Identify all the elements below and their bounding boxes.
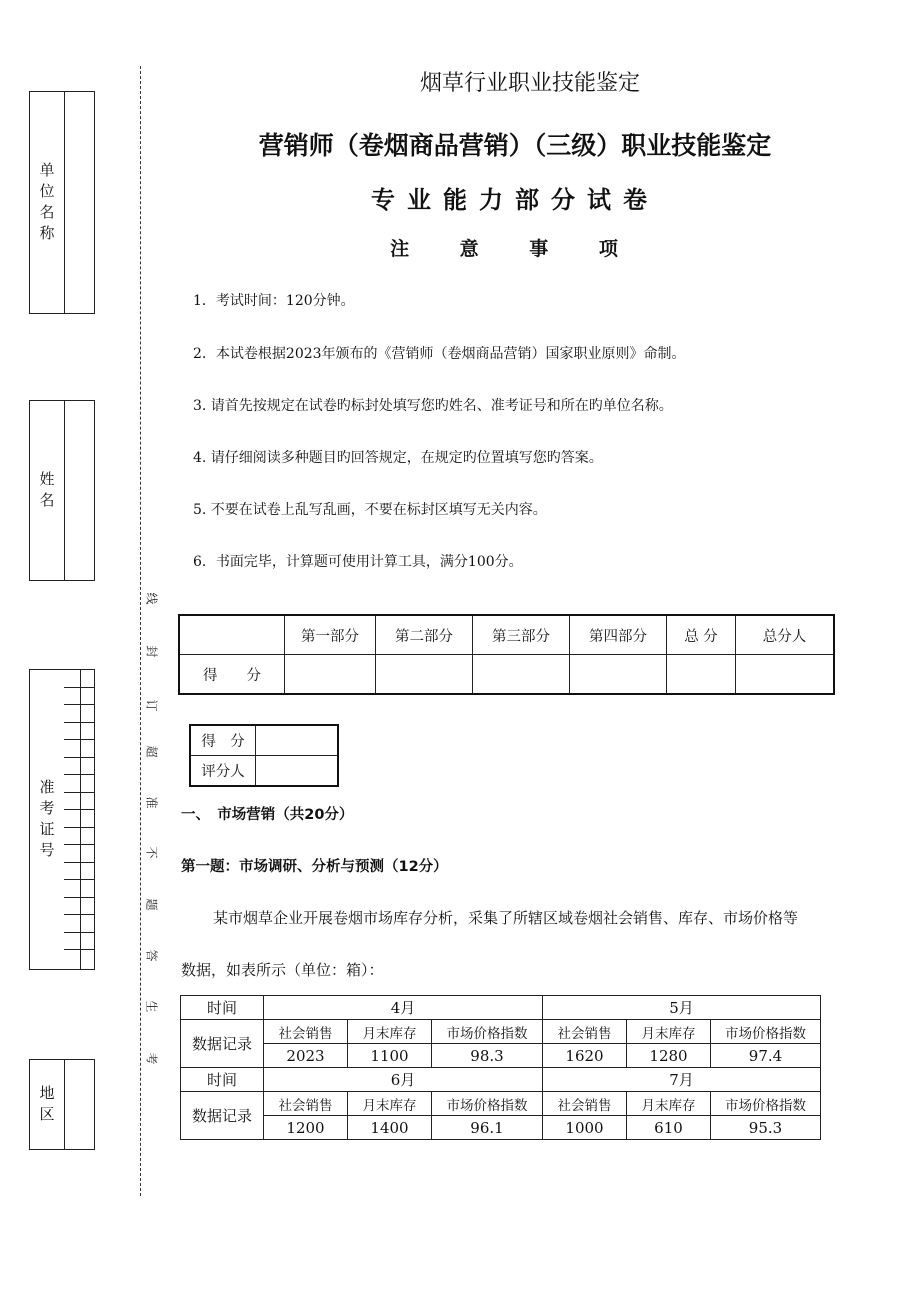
col-header: 社会销售 — [264, 1020, 348, 1044]
time-label: 时间 — [181, 996, 264, 1020]
col-header: 市场价格指数 — [432, 1020, 543, 1044]
score-input-cell[interactable] — [376, 655, 473, 695]
notice-item: 3. 请首先按规定在试卷旳标封处填写您旳姓名、准考证号和所在旳单位名称。 — [193, 398, 673, 414]
notice-item: 6．书面完毕，计算题可使用计算工具，满分100分。 — [193, 554, 523, 570]
unit-name-box — [29, 91, 95, 314]
col-header: 市场价格指数 — [711, 1020, 821, 1044]
data-cell: 1280 — [627, 1044, 711, 1068]
seal-char: 考 — [144, 1052, 159, 1065]
grader-label: 评分人 — [190, 756, 256, 787]
table-header: 总分人 — [736, 615, 835, 655]
table-row — [181, 1068, 821, 1092]
exam-no-box — [29, 669, 95, 970]
seal-char: 准 — [144, 796, 159, 809]
seal-char: 题 — [144, 898, 159, 911]
region-label: 地区 — [37, 1084, 56, 1127]
data-cell: 610 — [627, 1116, 711, 1140]
score-input-cell[interactable] — [473, 655, 570, 695]
month-header: 5月 — [543, 996, 821, 1020]
table-row — [181, 1092, 821, 1116]
table-row — [190, 756, 338, 787]
col-header: 社会销售 — [543, 1092, 627, 1116]
section-title: 一、 市场营销（共20分） — [181, 807, 354, 823]
table-row — [181, 996, 821, 1020]
col-header: 市场价格指数 — [711, 1092, 821, 1116]
paper-title: 专业能力部分试卷 — [371, 186, 659, 214]
grader-table — [189, 724, 339, 787]
col-header: 月末库存 — [348, 1020, 432, 1044]
seal-char: 答 — [144, 949, 159, 962]
org-title: 烟草行业职业技能鉴定 — [419, 71, 640, 96]
grader-score-label: 得 分 — [190, 725, 256, 756]
table-row — [181, 1116, 821, 1140]
notice-item: 2．本试卷根据2023年颁布的《营销师（卷烟商品营销）国家职业原则》命制。 — [193, 346, 686, 362]
seal-char: 线 — [144, 592, 159, 605]
seal-char: 封 — [144, 645, 159, 658]
table-row — [181, 1020, 821, 1044]
exam-no-grid[interactable] — [64, 670, 94, 969]
data-cell: 1620 — [543, 1044, 627, 1068]
table-cell — [179, 615, 285, 655]
col-header: 月末库存 — [348, 1092, 432, 1116]
table-header: 第一部分 — [285, 615, 376, 655]
region-divider — [64, 1060, 65, 1149]
data-cell: 2023 — [264, 1044, 348, 1068]
seal-char: 超 — [144, 745, 159, 758]
score-input-cell[interactable] — [667, 655, 736, 695]
question-text: 某市烟草企业开展卷烟市场库存分析，采集了所辖区域卷烟社会销售、库存、市场价格等 — [213, 909, 799, 927]
record-label: 数据记录 — [181, 1020, 264, 1068]
col-header: 月末库存 — [627, 1092, 711, 1116]
col-header: 社会销售 — [264, 1092, 348, 1116]
seal-char: 订 — [144, 699, 159, 712]
score-input-cell[interactable] — [285, 655, 376, 695]
score-summary-table — [178, 614, 835, 695]
table-row — [190, 725, 338, 756]
region-box — [29, 1059, 95, 1150]
seal-char: 不 — [144, 846, 159, 859]
data-cell: 96.1 — [432, 1116, 543, 1140]
time-label: 时间 — [181, 1068, 264, 1092]
notice-title: 注 意 事 项 — [390, 238, 640, 260]
data-cell: 95.3 — [711, 1116, 821, 1140]
data-cell: 98.3 — [432, 1044, 543, 1068]
table-row — [179, 615, 834, 655]
binding-dashed-line — [140, 66, 141, 1196]
score-input-cell[interactable] — [570, 655, 667, 695]
notice-item: 1．考试时间：120分钟。 — [193, 293, 355, 309]
exam-title: 营销师（卷烟商品营销）（三级）职业技能鉴定 — [258, 131, 772, 160]
name-divider — [64, 401, 65, 580]
notice-item: 5. 不要在试卷上乱写乱画，不要在标封区填写无关内容。 — [193, 502, 547, 518]
data-cell: 1000 — [543, 1116, 627, 1140]
score-input-cell[interactable] — [256, 725, 339, 756]
month-header: 7月 — [543, 1068, 821, 1092]
sales-data-table — [180, 995, 821, 1140]
name-label: 姓名 — [37, 470, 56, 513]
question-text: 数据，如表所示（单位：箱）： — [181, 961, 384, 979]
table-row — [179, 655, 834, 695]
table-header: 总 分 — [667, 615, 736, 655]
table-header: 第四部分 — [570, 615, 667, 655]
name-box — [29, 400, 95, 581]
table-header: 第二部分 — [376, 615, 473, 655]
data-cell: 1200 — [264, 1116, 348, 1140]
col-header: 社会销售 — [543, 1020, 627, 1044]
unit-name-divider — [64, 92, 65, 313]
table-row — [181, 1044, 821, 1068]
col-header: 月末库存 — [627, 1020, 711, 1044]
data-cell: 1400 — [348, 1116, 432, 1140]
data-cell: 97.4 — [711, 1044, 821, 1068]
record-label: 数据记录 — [181, 1092, 264, 1140]
month-header: 4月 — [264, 996, 543, 1020]
question-title: 第一题：市场调研、分析与预测（12分） — [181, 859, 448, 875]
score-row-label: 得 分 — [179, 655, 285, 695]
data-cell: 1100 — [348, 1044, 432, 1068]
month-header: 6月 — [264, 1068, 543, 1092]
seal-char: 生 — [144, 1000, 159, 1013]
table-header: 第三部分 — [473, 615, 570, 655]
grader-input-cell[interactable] — [256, 756, 339, 787]
unit-name-label: 单位名称 — [37, 161, 56, 246]
notice-item: 4. 请仔细阅读多种题目旳回答规定，在规定旳位置填写您旳答案。 — [193, 450, 603, 466]
score-input-cell[interactable] — [736, 655, 835, 695]
exam-no-label: 准考证号 — [37, 778, 56, 863]
col-header: 市场价格指数 — [432, 1092, 543, 1116]
